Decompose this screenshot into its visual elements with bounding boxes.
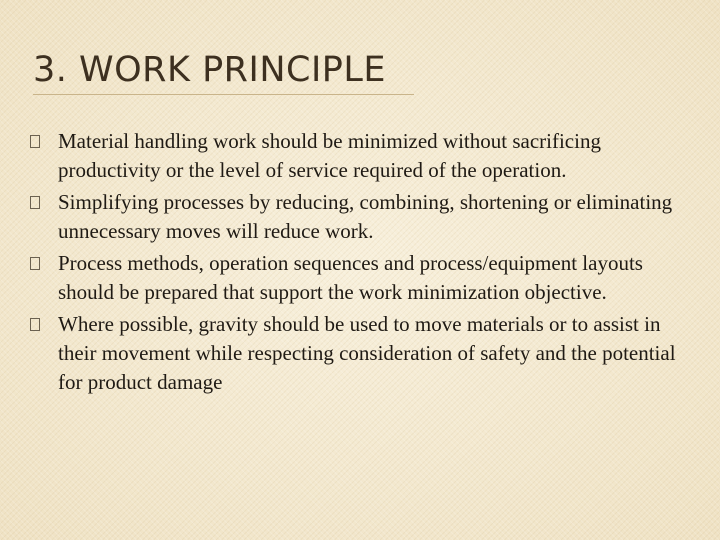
bullet-item	[30, 249, 690, 307]
box-bullet-icon	[30, 196, 40, 209]
bullet-text: Process methods, operation sequences and process/equipment layouts should be prepared that support the work minimization objective.	[58, 251, 643, 304]
box-bullet-icon	[30, 135, 40, 148]
title-underline	[33, 94, 414, 95]
bullet-item	[30, 310, 690, 397]
box-bullet-icon	[30, 257, 40, 270]
slide-title: 3. WORK PRINCIPLE	[33, 50, 386, 90]
bullet-text: Material handling work should be minimized without sacrificing productivity or the level of service required of the operation.	[58, 129, 601, 182]
bullet-text: Simplifying processes by reducing, combining, shortening or eliminating unnecessary moves will reduce work.	[58, 190, 673, 243]
box-bullet-icon	[30, 318, 40, 331]
bullet-text: Where possible, gravity should be used to move materials or to assist in their movement while respecting consideration of safety and the potential for product damage	[58, 312, 676, 394]
bullet-list	[30, 127, 690, 400]
bullet-item	[30, 188, 690, 246]
bullet-item	[30, 127, 690, 185]
